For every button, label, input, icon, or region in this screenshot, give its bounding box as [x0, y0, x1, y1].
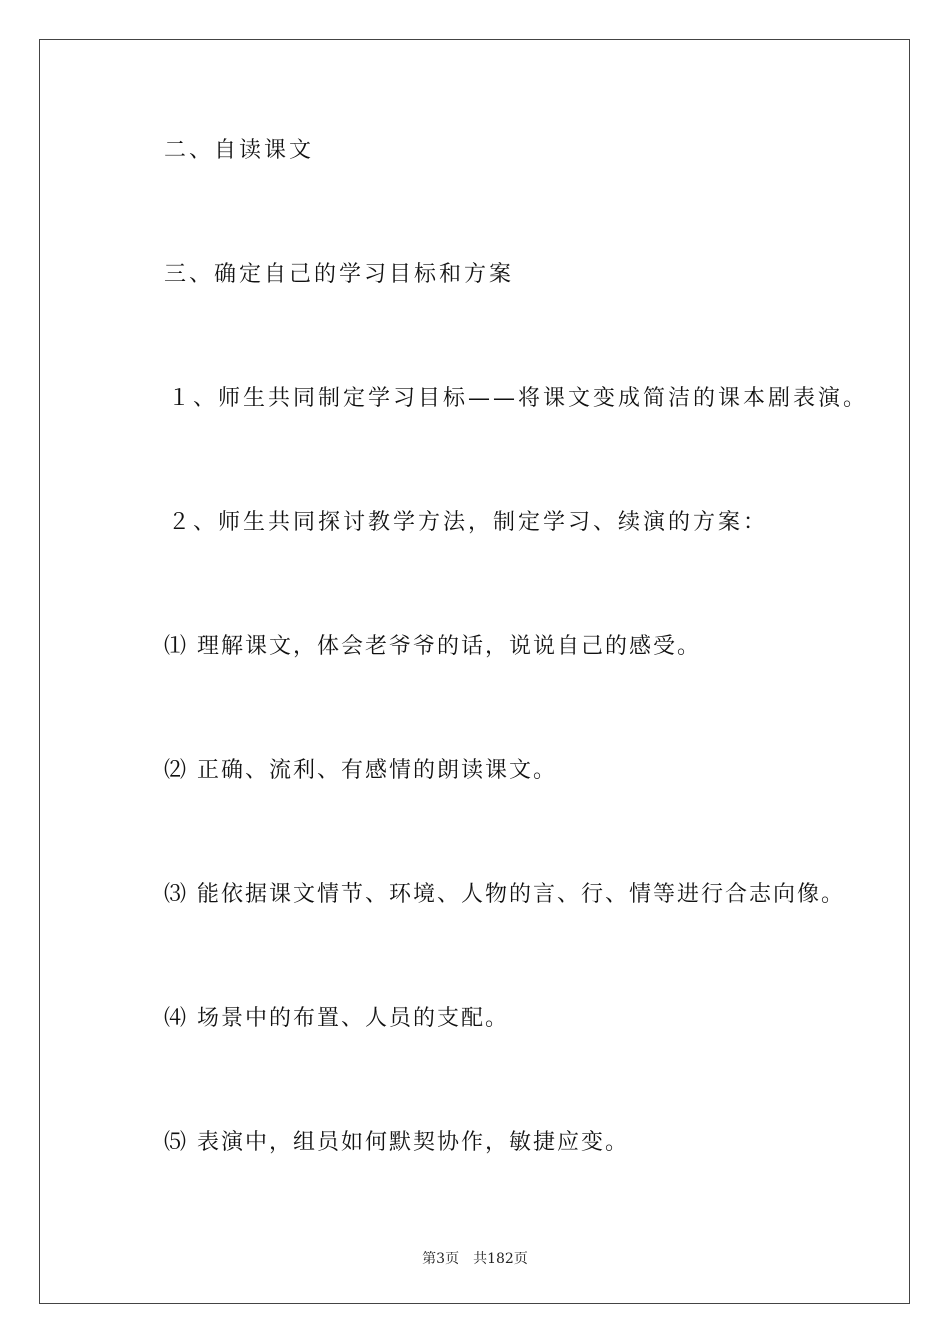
- page-border: [39, 39, 910, 1304]
- list-item-2: ２、师生共同探讨教学方法，制定学习、续演的方案：: [168, 510, 769, 535]
- sub-item-3: ⑶ 能依据课文情节、环境、人物的言、行、情等进行合志向像。: [164, 882, 845, 907]
- sub-item-1: ⑴ 理解课文，体会老爷爷的话，说说自己的感受。: [164, 634, 701, 659]
- list-item-1: １、师生共同制定学习目标——将课文变成简洁的课本剧表演。: [168, 386, 869, 411]
- current-page-label: 第3页: [422, 1251, 460, 1267]
- sub-item-5: ⑸ 表演中，组员如何默契协作，敏捷应变。: [164, 1130, 629, 1155]
- sub-item-2: ⑵ 正确、流利、有感情的朗读课文。: [164, 758, 557, 783]
- total-pages-label: 共182页: [473, 1251, 528, 1267]
- section-heading-2: 二、自读课文: [164, 138, 315, 163]
- page-footer: [0, 1248, 950, 1268]
- sub-item-4: ⑷ 场景中的布置、人员的支配。: [164, 1006, 509, 1031]
- section-heading-3: 三、确定自己的学习目标和方案: [164, 262, 515, 287]
